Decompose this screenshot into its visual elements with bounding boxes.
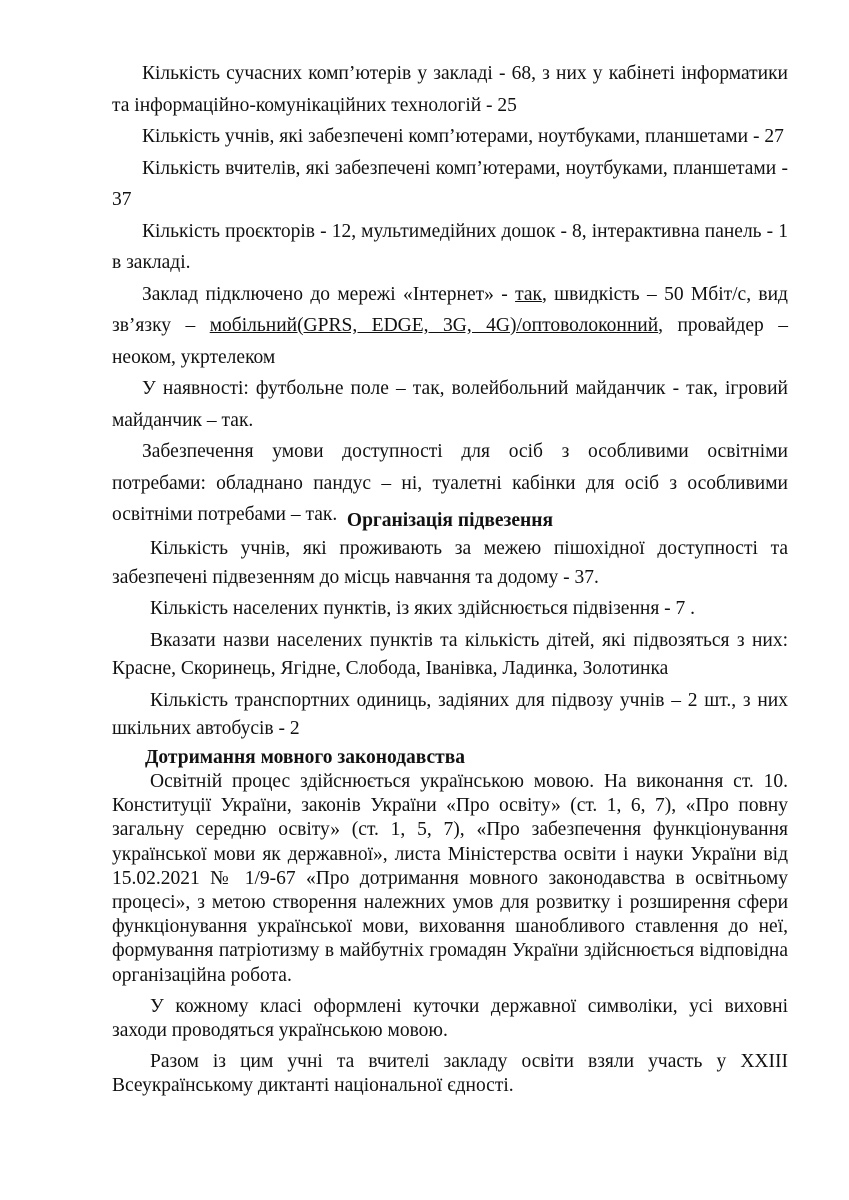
internet-prefix: Заклад підключено до мережі «Інтернет» - — [142, 283, 516, 305]
internet-middle: , швидкість – 50 Мбіт/с, вид зв’язку – — [112, 283, 788, 336]
paragraph-internet — [112, 279, 788, 374]
internet-connection-type: мобільний(GPRS, EDGE, 3G, 4G)/оптоволоконний — [209, 315, 659, 336]
paragraph-computers: Кількість сучасних комп’ютерів у закладі - 68, з них у кабінеті інформатики та інформаційно-комунікаційних технологій - 25 — [112, 63, 788, 116]
heading-transport: Організація підвезення — [346, 510, 554, 531]
internet-connected: так — [515, 283, 542, 305]
paragraph-transported-students: Кількість учнів, які проживають за межею пішохідної доступності та забезпечені підвезенням до місць навчання та додому - 37. — [112, 538, 788, 588]
section-language — [112, 770, 788, 1106]
paragraph-students-devices: Кількість учнів, які забезпечені комп’ютерами, ноутбуками, планшетами - 27 — [142, 126, 784, 147]
paragraph-symbols: У кожному класі оформлені куточки державної символіки, усі виховні заходи проводяться українською мовою. — [112, 995, 788, 1042]
section-equipment — [112, 58, 788, 531]
paragraph-language-law: Освітній процес здійснюється українською мовою. На виконання ст. 10. Конституції України, законів України «Про освіту» (ст. 1, 6, 7), «Про повну загальну середню освіту» (ст. 1, 5, 7), «Про забезпечення функціонування української мови як державної», листа Міністерства освіти і науки України від 15.02.2021 № 1/9-67 «Про дотримання мовного законодавства в освітньому процесі», з метою створення належних умов для розвитку і розширення сфери функціонування української мови, виховання шанобливого ставлення до неї, формування патріотизму в майбутніх громадян України здійснюється відповідна організаційна робота. — [112, 771, 788, 986]
paragraph-accessibility: Забезпечення умови доступності для осіб з особливими освітніми потребами: обладнано пандус – ні, туалетні кабінки для осіб з особливими освітніми потребами – так. — [112, 441, 788, 525]
paragraph-vehicles: Кількість транспортних одиниць, задіяних для підвозу учнів – 2 шт., з них шкільних автобусів - 2 — [112, 689, 788, 739]
paragraph-facilities: У наявності: футбольне поле – так, волейбольний майданчик - так, ігровий майданчик – так. — [112, 378, 788, 431]
paragraph-settlements-names: Вказати назви населених пунктів та кількість дітей, які підвозяться з них: Красне, Скоринець, Ягідне, Слобода, Іванівка, Ладинка, Золотинка — [112, 629, 788, 679]
paragraph-teachers-devices: Кількість вчителів, які забезпечені комп’ютерами, ноутбуками, планшетами - 37 — [112, 157, 788, 210]
paragraph-dictation: Разом із цим учні та вчителі закладу освіти взяли участь у XXIII Всеукраїнському диктанті національної єдності. — [112, 1051, 788, 1097]
paragraph-projectors: Кількість проєкторів - 12, мультимедійних дошок - 8, інтерактивна панель - 1 в закладі. — [112, 220, 788, 273]
section-transport — [112, 535, 788, 747]
internet-suffix: , провайдер – неоком, укртелеком — [112, 315, 788, 368]
heading-language: Дотримання мовного законодавства — [145, 747, 466, 768]
paragraph-settlements-count: Кількість населених пунктів, із яких здійснюється підвізення - 7 . — [150, 598, 696, 619]
